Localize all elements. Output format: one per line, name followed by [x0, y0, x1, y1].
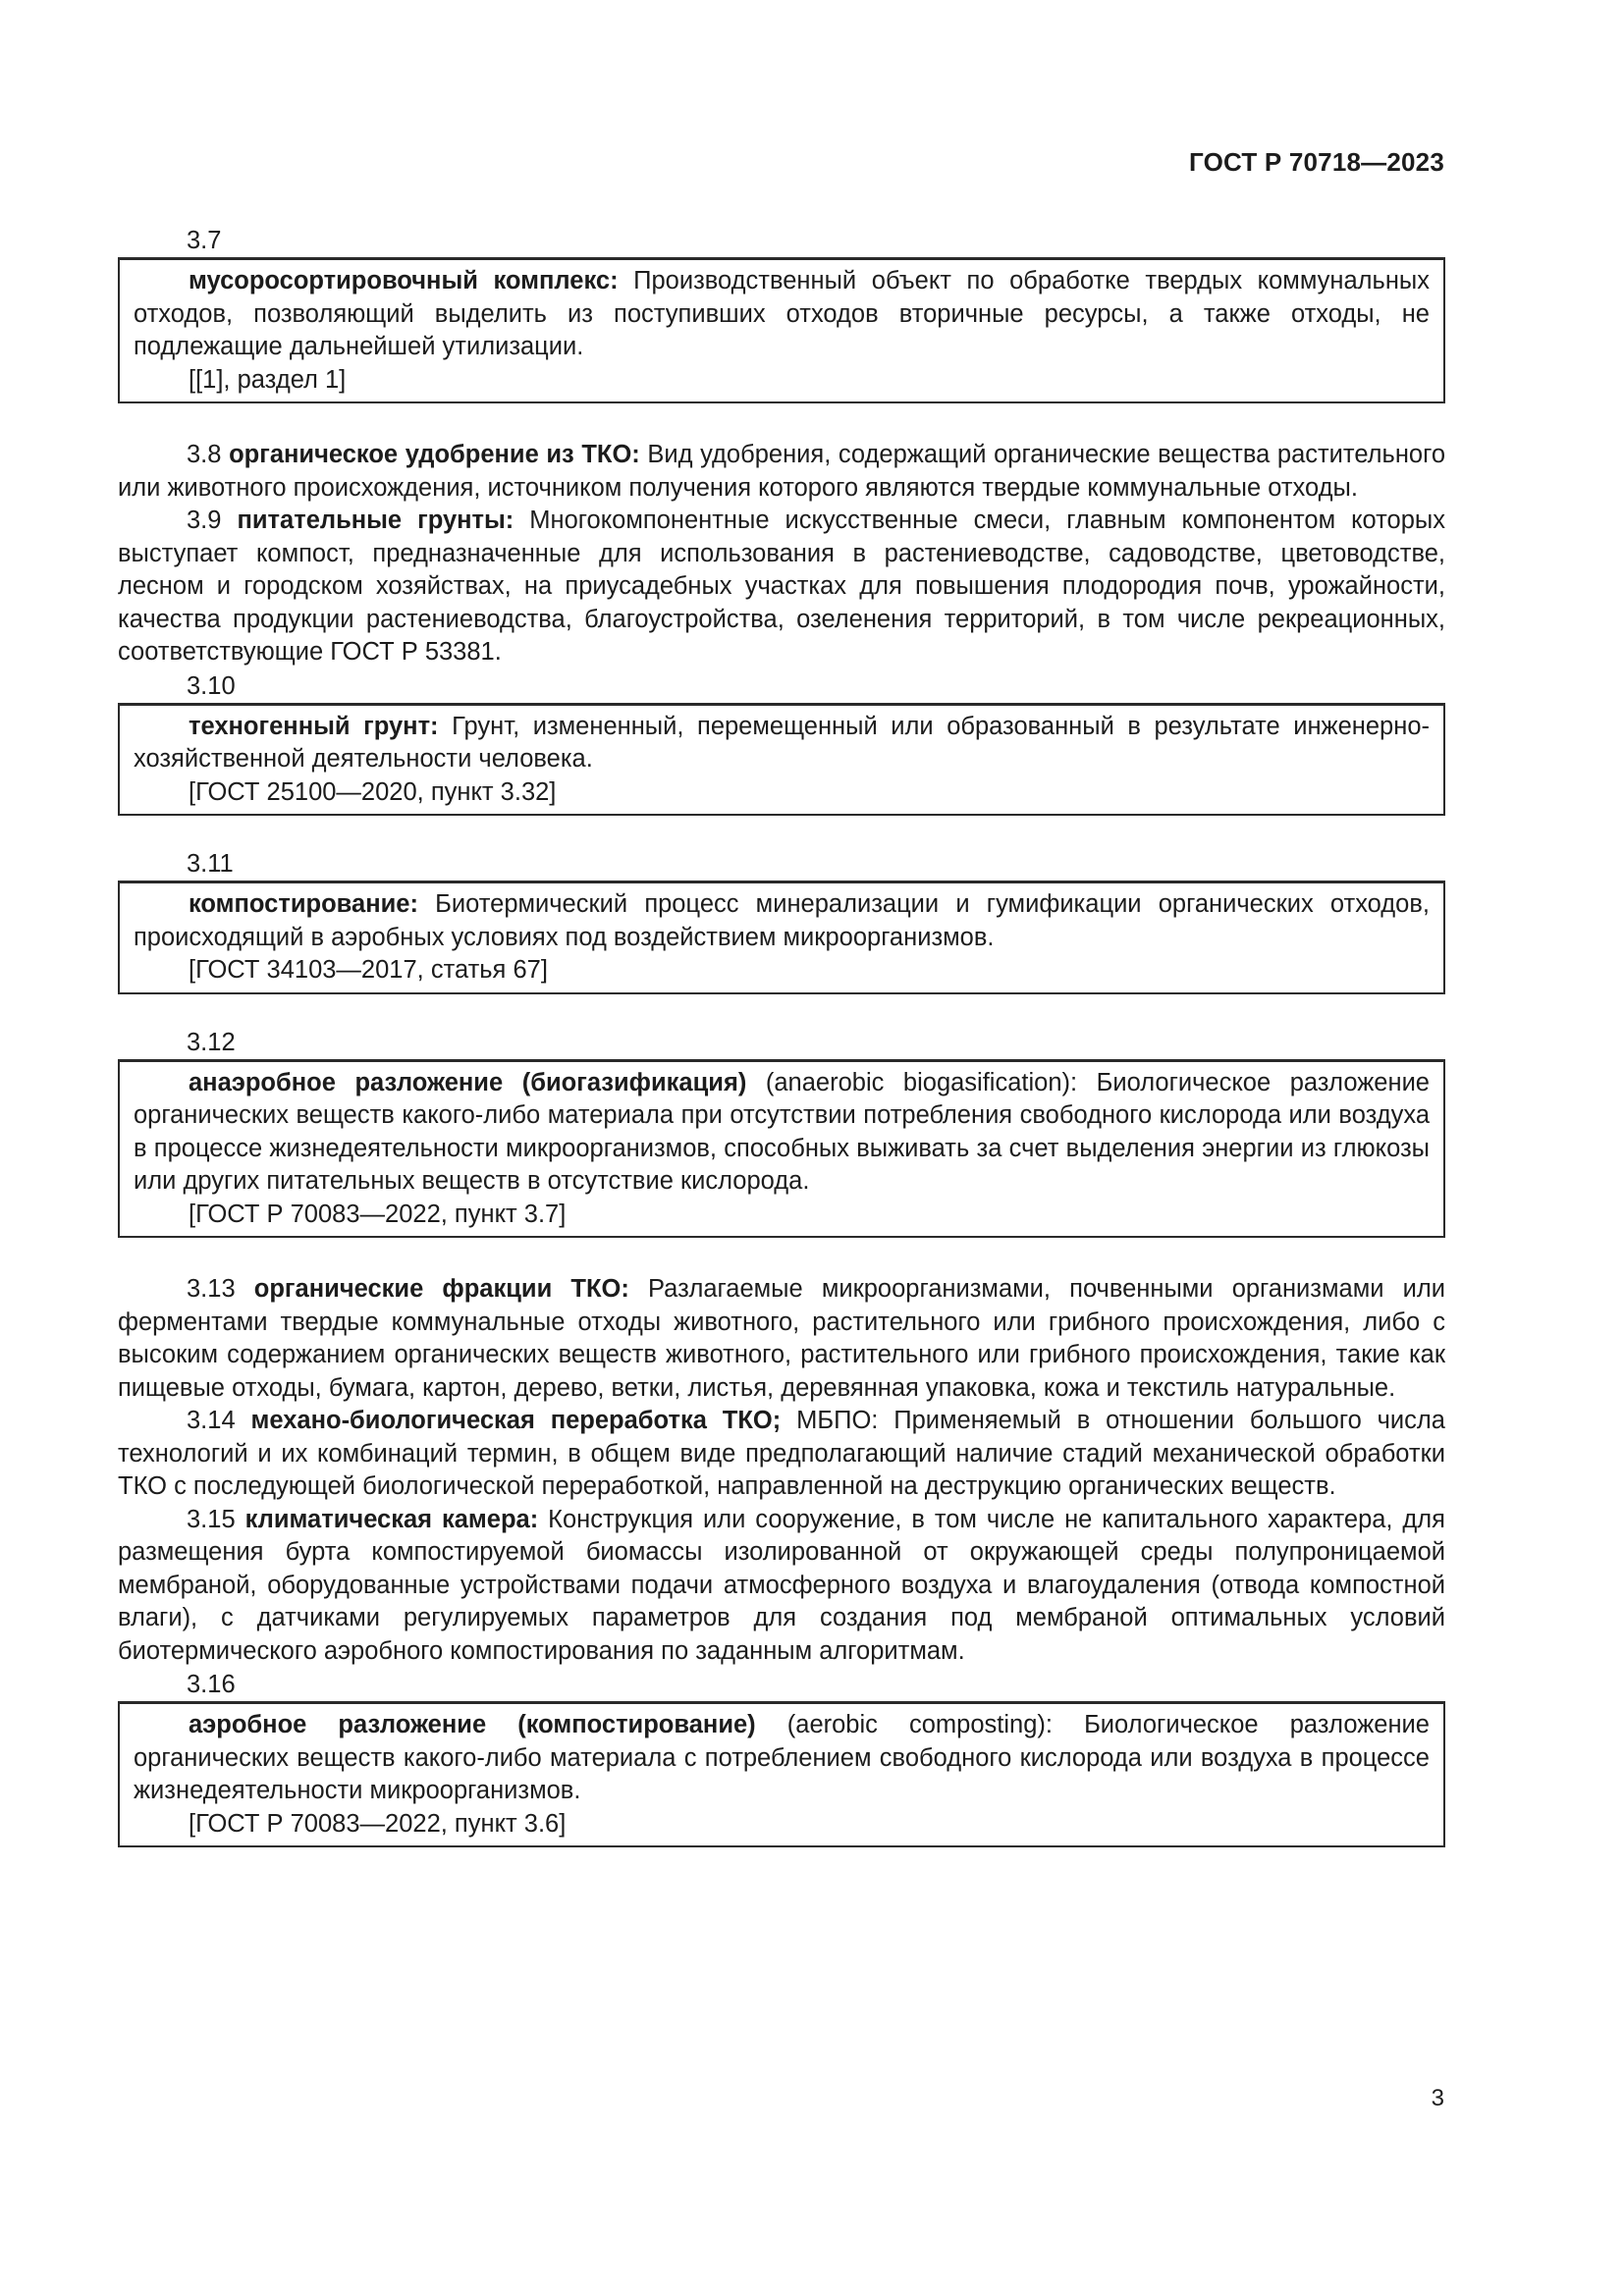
term-text: Биотермический процесс минерализации и гумификации органических отходов, происходящий в аэробных условиях под воздействием микроорганизмов. [134, 890, 1430, 951]
term-number: 3.16 [187, 1671, 236, 1698]
term-definition-box [118, 703, 1445, 817]
term-source-reference: [ГОСТ 34103—2017, статья 67] [189, 956, 548, 984]
term-number: 3.8 [187, 441, 222, 468]
term-paragraph [118, 505, 1445, 669]
term-text: (aerobic composting): Биологическое разложение органических веществ какого-либо материала с потреблением свободного кислорода или воздуха в процессе жизнедеятельности микроорганизмов. [134, 1711, 1430, 1804]
term-definition-box [118, 1701, 1445, 1847]
term-number: 3.10 [187, 671, 236, 700]
term-definition [134, 711, 1430, 776]
document-code: ГОСТ Р 70718—2023 [1189, 147, 1444, 177]
term-name: техногенный грунт: [189, 712, 439, 740]
term-text: Конструкция или сооружение, в том числе не капитального характера, для размещения бурта компостируемой биомассы изолированной от окружающей среды полупроницаемой мембраной, оборудованные устройствами подачи атмосферного воздуха и влагоудаления (отвода компостной влаги), с датчиками регулируемых параметров для создания под мембраной оптимальных условий биотермического аэробного компостирования по заданным алгоритмам. [118, 1505, 1445, 1665]
term-name: механо-биологическая переработка ТКО; [250, 1407, 782, 1434]
term-text: Вид удобрения, содержащий органические вещества растительного или животного происхождения, источником получения которого являются твердые коммунальные отходы. [118, 441, 1446, 502]
page-number: 3 [1431, 2085, 1444, 2111]
term-paragraph [118, 1504, 1445, 1669]
term-name: климатическая камера: [244, 1505, 539, 1533]
term-number: 3.9 [187, 507, 222, 534]
term-name: анаэробное разложение (биогазификация) [189, 1068, 747, 1096]
term-definition [134, 1067, 1430, 1199]
term-source-reference: [ГОСТ Р 70083—2022, пункт 3.7] [189, 1200, 567, 1228]
term-text: Производственный объект по обработке твердых коммунальных отходов, позволяющий выделить из поступивших отходов вторичные ресурсы, а также отходы, не подлежащие дальнейшей утилизации. [134, 267, 1430, 360]
term-name: питательные грунты: [237, 507, 514, 534]
term-name: компостирование: [189, 890, 418, 918]
term-name: мусоросортировочный комплекс: [189, 267, 619, 294]
term-number: 3.11 [187, 850, 234, 878]
term-number: 3.7 [187, 227, 222, 254]
term-definition [134, 265, 1430, 364]
term-source-reference: [[1], раздел 1] [189, 365, 347, 394]
term-paragraph [118, 1273, 1445, 1405]
term-definition-box [118, 881, 1445, 994]
term-definition-box [118, 257, 1445, 403]
term-paragraph [118, 439, 1445, 505]
term-text: Разлагаемые микроорганизмами, почвенными организмами или ферментами твердые коммунальные отходы животного, растительного или грибного происхождения, либо с высоким содержанием органических веществ животного, растительного или грибного происхождения, такие как пищевые отходы, бумага, картон, дерево, ветки, листья, деревянная упаковка, кожа и текстиль натуральные. [118, 1275, 1445, 1402]
term-number: 3.15 [187, 1505, 236, 1533]
term-number: 3.12 [187, 1028, 236, 1056]
term-source-reference: [ГОСТ Р 70083—2022, пункт 3.6] [189, 1809, 567, 1838]
term-source-reference: [ГОСТ 25100—2020, пункт 3.32] [189, 777, 557, 806]
term-number: 3.14 [187, 1407, 236, 1434]
term-definition-box [118, 1059, 1445, 1239]
term-name: органическое удобрение из ТКО: [229, 441, 640, 468]
term-name: аэробное разложение (компостирование) [189, 1711, 756, 1738]
terms-section [118, 224, 1445, 1847]
term-text: Многокомпонентные искусственные смеси, главным компонентом которых выступает компост, предназначенные для использования в растениеводстве, садоводстве, цветоводстве, лесном и городском хозяйствах, на приусадебных участках для повышения плодородия почв, урожайности, качества продукции растениеводства, благоустройства, озеленения территорий, в том числе рекреационных, соответствующие ГОСТ Р 53381. [118, 507, 1445, 666]
term-text: Грунт, измененный, перемещенный или образованный в результате инженерно-хозяйственной деятельности человека. [134, 712, 1430, 773]
term-definition [134, 888, 1430, 954]
term-name: органические фракции ТКО: [253, 1275, 629, 1303]
term-number: 3.13 [187, 1275, 236, 1303]
term-definition [134, 1709, 1430, 1808]
term-text: (anaerobic biogasification): Биологическое разложение органических веществ какого-либо материала при отсутствии потребления свободного кислорода или воздуха в процессе жизнедеятельности микроорганизмов, способных выживать за счет выделения энергии из глюкозы или других питательных веществ в отсутствие кислорода. [134, 1068, 1430, 1195]
term-text: МБПО: Применяемый в отношении большого числа технологий и их комбинаций термин, в общем виде предполагающий наличие стадий механической обработки ТКО с последующей биологической переработкой, направленной на деструкцию органических веществ. [118, 1407, 1445, 1500]
term-paragraph [118, 1405, 1445, 1504]
